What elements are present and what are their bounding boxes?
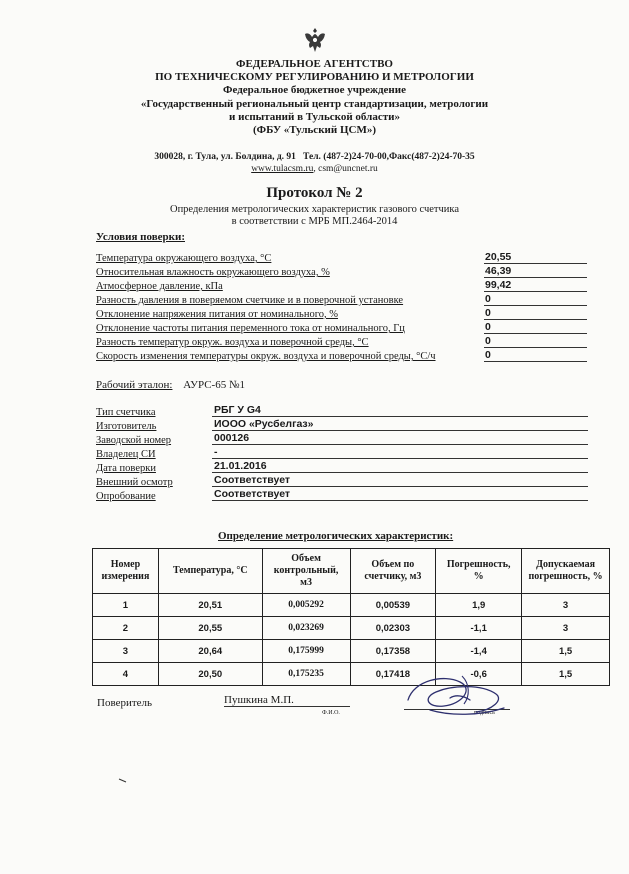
info-label: Заводской номер bbox=[96, 435, 172, 446]
cell-volume-control: 0,175999 bbox=[262, 640, 350, 663]
info-value: 21.01.2016 bbox=[212, 460, 588, 473]
cell-allowed-error: 1,5 bbox=[522, 663, 610, 686]
condition-value: 0 bbox=[484, 293, 587, 306]
cell-allowed-error: 3 bbox=[522, 617, 610, 640]
cell-allowed-error: 1,5 bbox=[522, 640, 610, 663]
condition-value: 0 bbox=[484, 307, 587, 320]
address: 300028, г. Тула, ул. Болдина, д. 91 bbox=[154, 152, 296, 162]
info-value: Соответствует bbox=[212, 474, 588, 487]
phones: Тел. (487-2)24-70-00,Факс(487-2)24-70-35 bbox=[303, 152, 475, 162]
org-short: (ФБУ «Тульский ЦСМ») bbox=[252, 124, 376, 136]
info-value: РБГ У G4 bbox=[212, 404, 588, 417]
cell-volume-meter: 0,17418 bbox=[350, 663, 436, 686]
fio-label: Ф.И.О. bbox=[322, 710, 340, 716]
info-label: Опробование bbox=[96, 491, 156, 502]
condition-value: 20,55 bbox=[484, 251, 587, 264]
info-label: Изготовитель bbox=[96, 421, 157, 432]
scan-mark bbox=[118, 778, 128, 784]
condition-label: Температура окружающего воздуха, °С bbox=[96, 253, 272, 264]
verifier-label: Поверитель bbox=[97, 697, 153, 709]
condition-label: Разность температур окруж. воздуха и поверочной среды, °С bbox=[96, 337, 369, 348]
condition-value: 0 bbox=[484, 335, 587, 348]
etalon-line bbox=[96, 379, 245, 391]
column-header: Объем контрольный, м3 bbox=[262, 549, 350, 594]
table-row bbox=[93, 663, 610, 686]
measurements-title: Определение метрологических характеристик: bbox=[218, 530, 454, 542]
table-row bbox=[93, 640, 610, 663]
signature-label: подпись bbox=[474, 710, 495, 716]
etalon-label: Рабочий эталон: bbox=[96, 379, 173, 391]
cell-error: -1,1 bbox=[436, 617, 522, 640]
condition-label: Отклонение частоты питания переменного тока от номинального, Гц bbox=[96, 323, 405, 334]
cell-temperature: 20,50 bbox=[158, 663, 262, 686]
cell-volume-control: 0,175235 bbox=[262, 663, 350, 686]
cell-volume-meter: 0,02303 bbox=[350, 617, 436, 640]
condition-label: Отклонение напряжения питания от номинального, % bbox=[96, 309, 339, 320]
info-label: Тип счетчика bbox=[96, 407, 156, 418]
condition-label: Разность давления в поверяемом счетчике и в поверочной установке bbox=[96, 295, 404, 306]
cell-temperature: 20,64 bbox=[158, 640, 262, 663]
info-value: Соответствует bbox=[212, 488, 588, 501]
protocol-subtitle-1: Определения метрологических характеристик газового счетчика bbox=[169, 204, 460, 215]
etalon-value: АУРС-65 №1 bbox=[183, 379, 245, 391]
institution-type: Федеральное бюджетное учреждение bbox=[223, 84, 406, 96]
info-label: Владелец СИ bbox=[96, 449, 156, 460]
condition-value: 46,39 bbox=[484, 265, 587, 278]
column-header: Допускаемая погрешность, % bbox=[522, 549, 610, 594]
agency-line-1: ФЕДЕРАЛЬНОЕ АГЕНТСТВО bbox=[236, 58, 393, 70]
condition-label: Атмосферное давление, кПа bbox=[96, 281, 223, 292]
condition-value: 99,42 bbox=[484, 279, 587, 292]
cell-error: -0,6 bbox=[436, 663, 522, 686]
cell-number: 1 bbox=[93, 594, 159, 617]
condition-label: Относительная влажность окружающего воздуха, % bbox=[96, 267, 330, 278]
table-header-row bbox=[93, 549, 610, 594]
info-label: Дата поверки bbox=[96, 463, 156, 474]
org-line-1: «Государственный региональный центр стандартизации, метрологии bbox=[140, 98, 489, 110]
column-header: Объем по счетчику, м3 bbox=[350, 549, 436, 594]
condition-label: Скорость изменения температуры окруж. воздуха и поверочной среды, °С/ч bbox=[96, 351, 436, 362]
cell-number: 3 bbox=[93, 640, 159, 663]
web-line bbox=[0, 164, 629, 174]
agency-line-2: ПО ТЕХНИЧЕСКОМУ РЕГУЛИРОВАНИЮ И МЕТРОЛОГИИ bbox=[155, 71, 474, 83]
protocol-title: Протокол № 2 bbox=[266, 185, 363, 201]
cell-volume-meter: 0,17358 bbox=[350, 640, 436, 663]
condition-value: 0 bbox=[484, 349, 587, 362]
table-row bbox=[93, 617, 610, 640]
email: , csm@uncnet.ru bbox=[313, 164, 378, 174]
table-row bbox=[93, 594, 610, 617]
cell-volume-meter: 0,00539 bbox=[350, 594, 436, 617]
cell-error: 1,9 bbox=[436, 594, 522, 617]
cell-number: 4 bbox=[93, 663, 159, 686]
signature-mark bbox=[400, 670, 512, 722]
info-label: Внешний осмотр bbox=[96, 477, 173, 488]
cell-volume-control: 0,005292 bbox=[262, 594, 350, 617]
info-value: - bbox=[212, 446, 588, 459]
protocol-subtitle-2: в соответствии с МРБ МП.2464-2014 bbox=[231, 216, 398, 227]
conditions-title: Условия поверки: bbox=[96, 231, 185, 243]
website-link[interactable]: www.tulacsm.ru bbox=[251, 164, 314, 174]
emblem-icon bbox=[302, 26, 328, 54]
column-header: Номер измерения bbox=[93, 549, 159, 594]
column-header: Температура, °С bbox=[158, 549, 262, 594]
cell-error: -1,4 bbox=[436, 640, 522, 663]
verifier-name: Пушкина М.П. bbox=[224, 694, 350, 707]
info-value: ИООО «Русбелгаз» bbox=[212, 418, 588, 431]
measurements-table bbox=[92, 548, 610, 686]
org-line-2: и испытаний в Тульской области» bbox=[229, 111, 400, 123]
cell-temperature: 20,55 bbox=[158, 617, 262, 640]
cell-temperature: 20,51 bbox=[158, 594, 262, 617]
column-header: Погрешность, % bbox=[436, 549, 522, 594]
info-value: 000126 bbox=[212, 432, 588, 445]
cell-allowed-error: 3 bbox=[522, 594, 610, 617]
contact-line bbox=[0, 151, 629, 164]
condition-value: 0 bbox=[484, 321, 587, 334]
cell-number: 2 bbox=[93, 617, 159, 640]
cell-volume-control: 0,023269 bbox=[262, 617, 350, 640]
